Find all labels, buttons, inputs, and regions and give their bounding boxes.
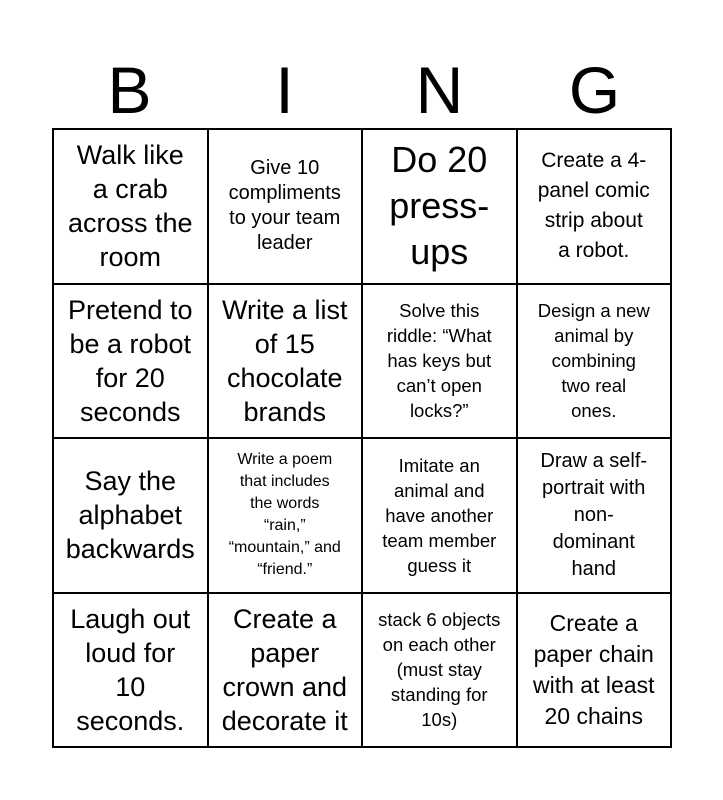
- bingo-cell[interactable]: [53, 129, 208, 284]
- bingo-cell[interactable]: [208, 129, 363, 284]
- bingo-cell[interactable]: [517, 284, 672, 439]
- cell-text: Laugh out loud for 10 seconds.: [70, 603, 191, 736]
- cell-text: Create a paper chain with at least 20 chains: [533, 609, 655, 729]
- bingo-cell[interactable]: [53, 284, 208, 439]
- cell-text: stack 6 objects on each other (must stay standing for 10s): [378, 609, 501, 731]
- bingo-cell[interactable]: [517, 438, 672, 593]
- cell-text: Draw a self- portrait with non- dominant hand: [540, 449, 648, 580]
- bingo-cell[interactable]: [362, 129, 517, 284]
- cell-text: Write a list of 15 chocolate brands: [221, 294, 348, 427]
- cell-text: Design a new animal by combining two real ones.: [537, 300, 650, 422]
- cell-text: Write a poem that includes the words “rain,” “mountain,” and “friend.”: [228, 451, 341, 579]
- cell-text: Solve this riddle: “What has keys but can’t open locks?”: [386, 300, 492, 422]
- bingo-cell[interactable]: [208, 284, 363, 439]
- bingo-cell[interactable]: [517, 593, 672, 748]
- bingo-cell[interactable]: [53, 593, 208, 748]
- header-letter-b: B: [107, 53, 152, 127]
- bingo-cell[interactable]: [53, 438, 208, 593]
- bingo-cell[interactable]: [517, 129, 672, 284]
- header-letter-g: G: [568, 53, 621, 127]
- cell-text: Create a paper crown and decorate it: [221, 603, 348, 736]
- cell-text: Give 10 compliments to your team leader: [228, 157, 341, 255]
- bingo-cell[interactable]: [208, 593, 363, 748]
- bingo-cell[interactable]: [362, 284, 517, 439]
- header-letter-i: I: [275, 53, 294, 127]
- cell-text: Pretend to be a robot for 20 seconds: [67, 294, 193, 427]
- cell-text: Walk like a crab across the room: [67, 140, 193, 273]
- bingo-cell[interactable]: [362, 438, 517, 593]
- cell-text: Create a 4- panel comic strip about a robot.: [537, 149, 650, 263]
- cell-text: Imitate an animal and have another team member guess it: [382, 454, 497, 576]
- cell-text: Do 20 press- ups: [389, 139, 490, 273]
- bingo-cell[interactable]: [208, 438, 363, 593]
- bingo-board: [52, 128, 672, 748]
- bingo-cell[interactable]: [362, 593, 517, 748]
- header-letter-n: N: [415, 53, 464, 127]
- cell-text: Say the alphabet backwards: [65, 466, 195, 565]
- bingo-header: [52, 52, 672, 128]
